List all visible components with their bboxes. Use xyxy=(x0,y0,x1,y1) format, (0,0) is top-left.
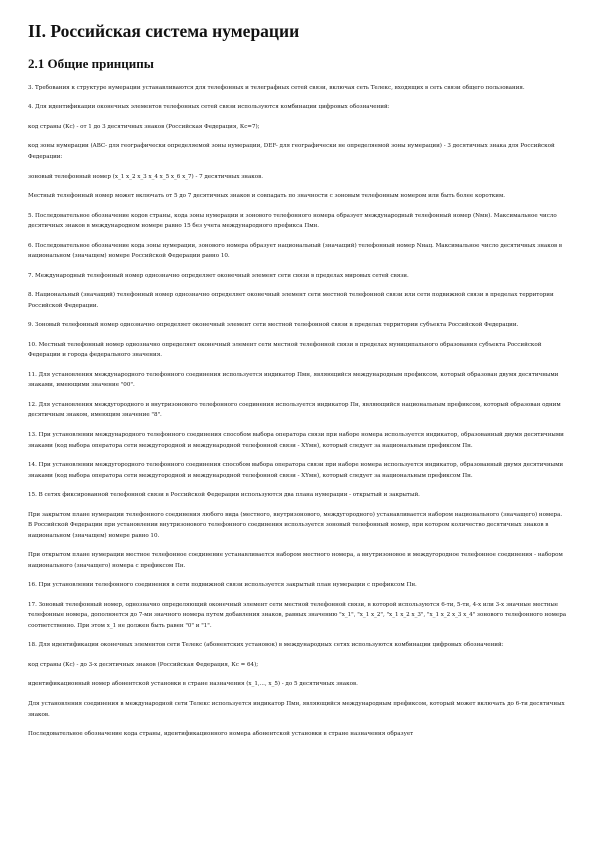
section-heading: 2.1 Общие принципы xyxy=(28,56,154,71)
paragraph-18: При закрытом плане нумерации телефонного соединения любого вида (местного, внутризонового, междугородного) устанавливается набором национального (значащего) номера. В Российской Федерации при установлении внутризонового телефонного соединения используется зоновый телефонный номер, при котором количество десятичных знаков в национальном (значащем) номере равно 10. xyxy=(28,511,563,539)
paragraph-21: 17. Зоновый телефонный номер, однозначно определяющий оконечный элемент сети местной телефонной связи, в которой используются 6-ти, 5-ти, 4-х или 3-х значные местные телефонные номера, дополняется до 7-ми значного номера путем добавления знаков, равных значению "x_1", "x_1 x_2", "x_1 x_2 x_3", "x_1 x_2 x_3 x_4" зонового телефонного номера соответственно. При этом x_1 не должен быть равен "0" и "1". xyxy=(28,601,567,629)
paragraph-4: код зоны нумерации (ABC- для географически определяемой зоны нумерации, DEF- для географически не определяемой зоны нумерации) - 3 десятичных знака для Российской Федерации: xyxy=(28,143,555,161)
paragraph-10: 8. Национальный (значащий) телефонный номер однозначно определяет оконечный элемент сети местной телефонной связи или сети подвижной связи в пределах территории Российской Федерации. xyxy=(28,292,554,309)
page-title: II. Российская система нумерации xyxy=(28,21,300,41)
paragraph-2: 4. Для идентификации оконечных элементов телефонных сетей связи используются комбинации цифровых обозначений: xyxy=(28,104,390,111)
paragraph-6: Местный телефонный номер может включать от 5 до 7 десятичных знаков и совпадать по значности с зоновым телефонным номером или быть более коротким. xyxy=(28,193,506,200)
paragraph-12: 10. Местный телефонный номер однозначно определяет оконечный элемент сети местной телефонной связи в пределах муниципального образования субъекта Российской Федерации и города федерального значения. xyxy=(28,341,542,359)
paragraph-17: 15. В сетях фиксированной телефонной связи в Российской Федерации используются два плана нумерации - открытый и закрытый. xyxy=(28,492,420,499)
paragraph-25: Для установления соединения в международной сети Телекс используется индикатор Пмн, являющийся международным префиксом, который может включать до 6-ти десятичных знаков. xyxy=(28,700,565,718)
paragraph-5: зоновый телефонный номер (x_1 x_2 x_3 x_4 x_5 x_6 x_7) - 7 десятичных знаков. xyxy=(28,173,263,180)
paragraph-24: идентификационный номер абонентской установки в стране назначения (x_1,..., x_5) - до 5 десятичных знаков. xyxy=(28,681,358,688)
paragraph-7: 5. Последовательное обозначение кодов страны, кода зоны нумерации и зонового телефонного номера образует международный телефонный номер (Nмн). Максимальное число десятичных знаков в международном номере равно 15 без учета международного префикса Пмн. xyxy=(28,212,557,230)
paragraph-13: 11. Для установления международного телефонного соединения используется индикатор Пмн, являющийся международным префиксом, который образован двумя десятичными знаками, имеющими значение "00". xyxy=(28,371,559,389)
paragraph-1: 3. Требования к структуре нумерации устанавливаются для телефонных и телеграфных сетей связи, включая сеть Телекс, входящих в сеть связи общего пользования. xyxy=(28,85,525,91)
paragraph-9: 7. Международный телефонный номер однозначно определяет оконечный элемент сети связи в пределах мировых сетей связи. xyxy=(28,272,409,279)
document-page xyxy=(28,20,568,749)
paragraph-22: 18. Для идентификации оконечных элементов сети Телекс (абонентских установок) в международных сетях используются комбинации цифровых обозначений: xyxy=(28,642,504,649)
paragraph-23: код страны (Кс) - до 3-х десятичных знаков (Российская Федерация, Кс = 64); xyxy=(28,661,259,668)
paragraph-11: 9. Зоновый телефонный номер однозначно определяет оконечный элемент сети местной телефонной связи в пределах территории субъекта Российской Федерации. xyxy=(28,322,519,329)
paragraph-26: Последовательное обозначение кода страны, идентификационного номера абонентской установки в стране назначения образует xyxy=(28,731,414,738)
paragraph-15: 13. При установлении международного телефонного соединения способом выбора оператора связи при наборе номера используется индикатор, образованный двумя десятичными знаками (код выбора оператора сети междугородной и международной телефонной связи - XYмн), который следует за национальным префиксом Пн. xyxy=(28,431,564,449)
paragraph-3: код страны (Кс) - от 1 до 3 десятичных знаков (Российская Федерация, Кс=7); xyxy=(28,123,260,130)
paragraph-19: При открытом плане нумерации местное телефонное соединение устанавливается набором местного номера, а внутризоновое и междугородное телефонное соединения - набором национального (значащего) номера с префиксом Пн. xyxy=(28,552,563,569)
paragraph-8: 6. Последовательное обозначение кода зоны нумерации, зонового номера образует национальный (значащий) телефонный номер Nнац. Максимальное число десятичных знаков в национальном (значащем) номере Российской Федерации равно 10. xyxy=(28,242,563,260)
paragraph-14: 12. Для установления междугородного и внутризонового телефонного соединения используется индикатор Пн, являющийся национальным префиксом, который образован одним десятичным знаком, имеющим значение "8". xyxy=(28,401,561,419)
paragraph-20: 16. При установлении телефонного соединения в сети подвижной связи используется закрытый план нумерации с префиксом Пн. xyxy=(28,582,417,589)
paragraph-16: 14. При установлении междугородного телефонного соединения способом выбора оператора связи при наборе номера используется индикатор, образованный двумя десятичными знаками (код выбора оператора сети междугородной и международной телефонной связи - XYмн), который следует за национальным префиксом Пн. xyxy=(28,462,564,479)
